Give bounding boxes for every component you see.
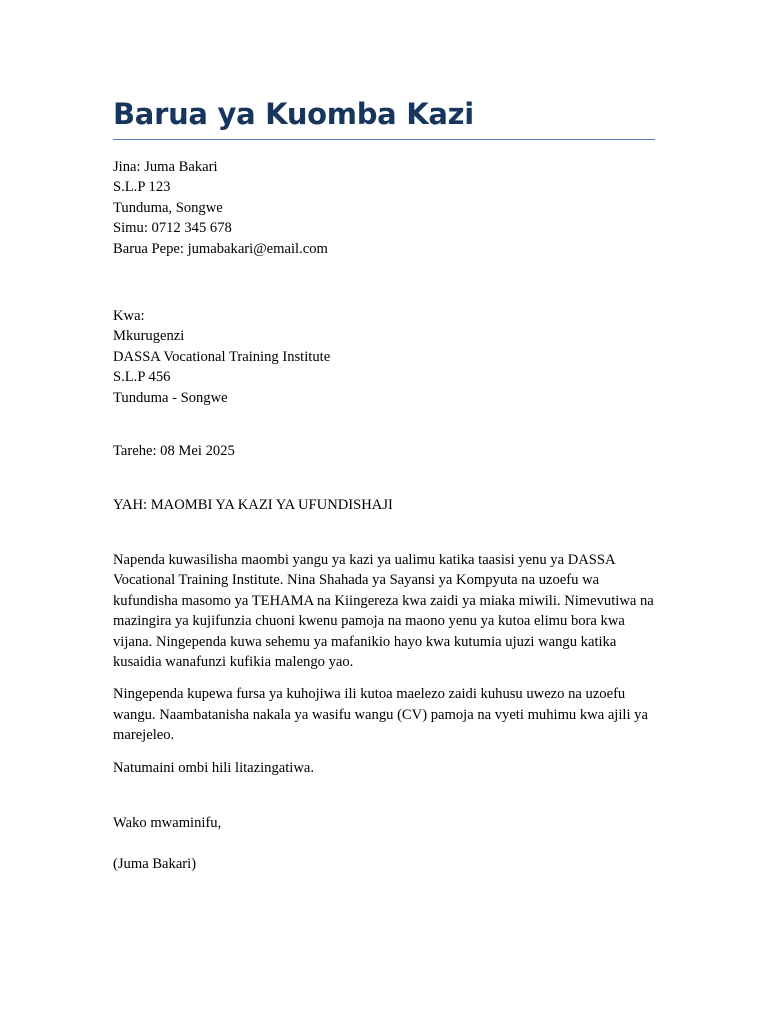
recipient-po-box: S.L.P 456 (113, 369, 171, 386)
letter-closing: Wako mwaminifu, (113, 814, 222, 831)
letter-signature: (Juma Bakari) (113, 856, 197, 873)
letter-subject: YAH: MAOMBI YA KAZI YA UFUNDISHAJI (113, 497, 393, 514)
letter-page (113, 94, 655, 875)
recipient-organization: DASSA Vocational Training Institute (113, 348, 331, 365)
recipient-block (113, 306, 655, 408)
sender-phone: Simu: 0712 345 678 (113, 220, 232, 237)
body-paragraph-2: Ningependa kupewa fursa ya kuhojiwa ili kutoa maelezo zaidi kuhusu uwezo na uzoefu wangu. Naambatanisha nakala ya wasifu wangu (CV) pamoja na vyeti muhimu kwa ajili ya marejeleo. (113, 686, 648, 744)
sender-po-box: S.L.P 123 (113, 179, 171, 196)
sender-name: Jina: Juma Bakari (113, 159, 218, 175)
recipient-location: Tunduma - Songwe (113, 389, 228, 406)
sender-location: Tunduma, Songwe (113, 199, 223, 216)
recipient-position: Mkurugenzi (113, 328, 185, 345)
body-paragraph-1: Napenda kuwasilisha maombi yangu ya kazi ya ualimu katika taasisi yenu ya DASSA Vocational Training Institute. Nina Shahada ya Sayansi ya Kompyuta na uzoefu wa kufundisha masomo ya TEHAMA na Kiingereza kwa zaidi ya miaka miwili. Nimevutiwa na mazingira ya kujifunzia chuoni kwenu pamoja na maono yenu ya kutoa elimu bora kwa vijana. Ningependa kuwa sehemu ya mafanikio hayo kwa kutumia ujuzi wangu katika kusaidia wanafunzi kufikia malengo yao. (113, 551, 654, 670)
recipient-to-label: Kwa: (113, 308, 145, 325)
letter-title: Barua ya Kuomba Kazi (113, 94, 655, 140)
sender-email: Barua Pepe: jumabakari@email.com (113, 240, 328, 257)
sender-block (113, 157, 655, 259)
letter-date: Tarehe: 08 Mei 2025 (113, 443, 235, 460)
body-paragraph-3: Natumaini ombi hili litazingatiwa. (113, 759, 315, 776)
